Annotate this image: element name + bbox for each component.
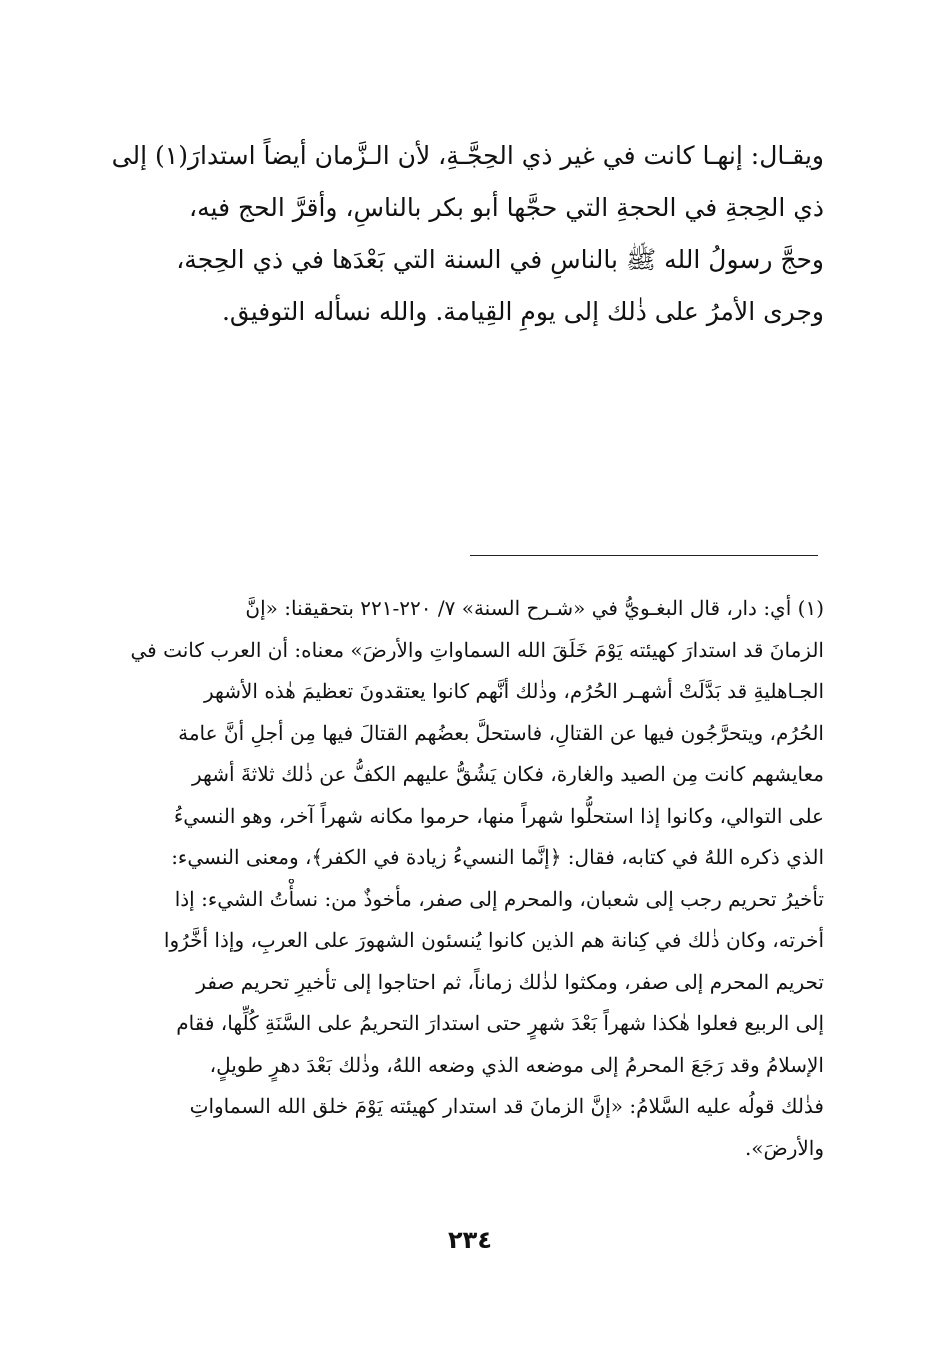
footnote-line: الذي ذكره اللهُ في كتابه، فقال: ﴿إنَّما النسيءُ زيادة في الكفر﴾، ومعنى النسيء: [171, 845, 824, 869]
footnote-separator [470, 555, 818, 556]
footnote-line: الزمانَ قد استدارَ كهيئته يَوْمَ خَلَقَ الله السماواتِ والأرضَ» معناه: أن العرب كانت في [130, 637, 824, 662]
footnote-block [108, 588, 824, 1169]
footnote-line: إلى الربيع فعلوا هٰكذا شهراً بَعْدَ شهرٍ حتى استدارَ التحريمُ على السَّنَةِ كُلِّها، فقام [176, 1011, 824, 1035]
main-text-line: ذي الحِجةِ في الحجةِ التي حجَّها أبو بكر بالناسِ، وأقرَّ الحج فيه، [189, 193, 824, 222]
footnote-line: تحريم المحرم إلى صفر، ومكثوا لذٰلك زماناً، ثم احتاجوا إلى تأخيرِ تحريم صفر [196, 969, 824, 994]
footnote-line: معايشهم كانت مِن الصيد والغارة، فكان يَشُقُّ عليهم الكفُّ عن ذٰلك ثلاثةَ أشهر [192, 762, 824, 786]
main-text-line: وجرى الأمرُ على ذٰلك إلى يومِ القِيامة. والله نسأله التوفيق. [221, 297, 824, 326]
footnote-line: الحُرُم، ويتحرَّجُون فيها عن القتالِ، فاستحلَّ بعضُهم القتالَ فيها مِن أجلِ أنَّ عامة [178, 720, 824, 745]
main-text-line: وحجَّ رسولُ الله ﷺ بالناسِ في السنة التي بَعْدَها في ذي الحِجة، [176, 245, 824, 274]
footnote-line: والأرضَ». [744, 1135, 824, 1160]
page-number: ٢٣٤ [448, 1226, 492, 1254]
main-text-line: ويقـال: إنهـا كانت في غير ذي الحِجَّـةِ، لأن الـزَّمان أيضاً استدارَ(١) إلى [111, 141, 824, 170]
footnote-line: (١) أي: دار، قال البغـويُّ في «شـرح السنة» ٧/ ٢٢٠-٢٢١ بتحقيقنا: «إنَّ [245, 596, 824, 620]
footnote-line: أخرته، وكان ذٰلك في كِنانة هم الذين كانوا يُنسئون الشهورَ على العربِ، وإذا أخَّرُوا [163, 928, 824, 952]
footnote-line: الإسلامُ وقد رَجَعَ المحرمُ إلى موضعه الذي وضعه اللهُ، وذٰلك بَعْدَ دهرٍ طويلٍ، [209, 1052, 824, 1077]
footnote-line: فذٰلك قولُه عليه السَّلامُ: «إنَّ الزمانَ قد استدار كهيئته يَوْمَ خلق الله السماواتِ [189, 1094, 824, 1118]
footnote-line: تأخيرُ تحريم رجب إلى شعبان، والمحرم إلى صفر، مأخوذٌ من: نسأْتُ الشيء: إذا [174, 886, 824, 911]
main-text-block [110, 130, 824, 338]
footnote-line: على التوالي، وكانوا إذا استحلُّوا شهراً منها، حرموا مكانه شهراً آخر، وهو النسيءُ [173, 803, 824, 828]
footnote-line: الجـاهليةِ قد بَدَّلَتْ أشهـر الحُرُم، وذٰلك أنَّهم كانوا يعتقدونَ تعظيمَ هٰذه الأشهر [204, 679, 824, 703]
